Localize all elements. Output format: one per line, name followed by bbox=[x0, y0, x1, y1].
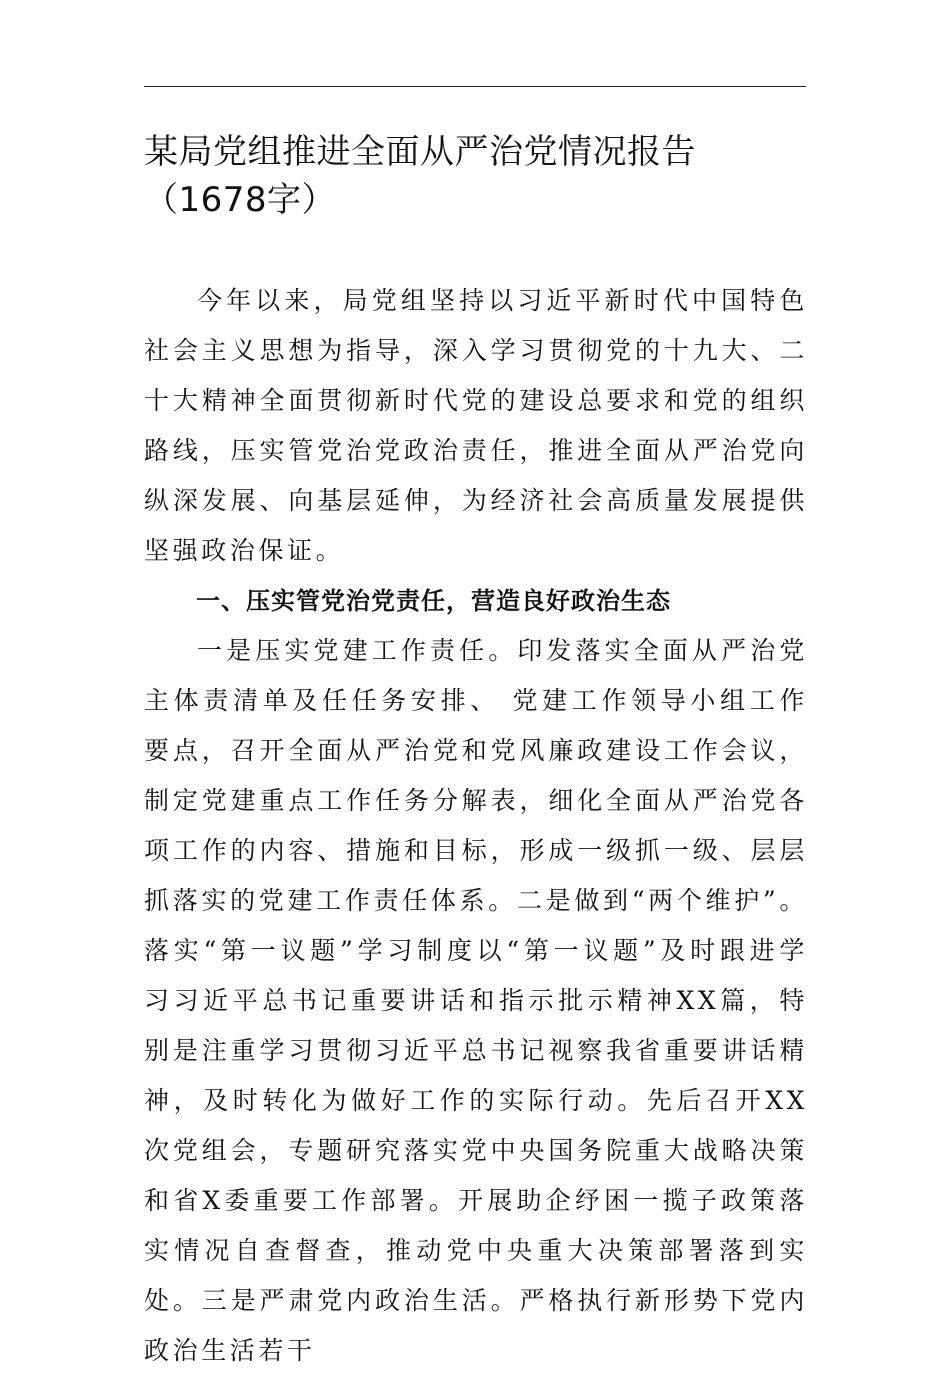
document-body bbox=[144, 276, 808, 1376]
section-paragraph: 一是压实党建工作责任。印发落实全面从严治党主体责清单及任任务安排、 党建工作领导小组工作要点，召开全面从严治党和党风廉政建设工作会议，制定党建重点工作任务分解表，细化全面从严治党各项工作的内容、措施和目标，形成一级抓一级、层层抓落实的党建工作责任体系。二是做到“两个维护”。落实“第一议题”学习制度以“第一议题”及时跟进学习习近平总书记重要讲话和指示批示精神XX篇，特别是注重学习贯彻习近平总书记视察我省重要讲话精神，及时转化为做好工作的实际行动。先后召开XX次党组会，专题研究落实党中央国务院重大战略决策和省X委重要工作部署。开展助企纾困一揽子政策落实情况自查督查，推动党中央重大决策部署落到实处。三是严肃党内政治生活。严格执行新形势下党内政治生活若干 bbox=[144, 636, 808, 1365]
intro-paragraph: 今年以来，局党组坚持以习近平新时代中国特色社会主义思想为指导，深入学习贯彻党的十九大、二十大精神全面贯彻新时代党的建设总要求和党的组织路线，压实管党治党政治责任，推进全面从严治党向纵深发展、向基层延伸，为经济社会高质量发展提供坚强政治保证。 bbox=[144, 286, 808, 565]
section-heading: 一、压实管党治党责任，营造良好政治生态 bbox=[196, 587, 671, 615]
header-rule bbox=[144, 86, 806, 87]
document-title: 某局党组推进全面从严治党情况报告（1678字） bbox=[144, 132, 696, 220]
